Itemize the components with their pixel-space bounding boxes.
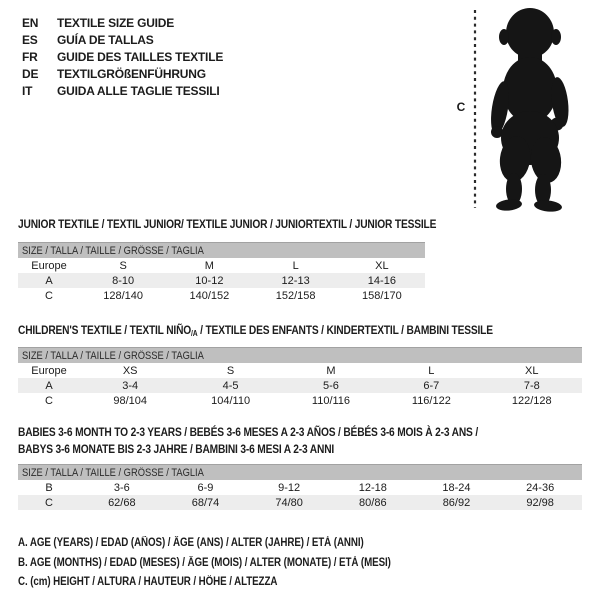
size-header-cell xyxy=(18,243,425,259)
language-row-it xyxy=(22,83,223,100)
language-code: ES xyxy=(22,33,38,47)
cell: 24-36 xyxy=(526,481,555,494)
table-header-bar xyxy=(18,465,582,481)
cell: 116/122 xyxy=(411,394,451,407)
cell: 14-16 xyxy=(339,273,425,288)
cell: 9-12 xyxy=(278,481,301,494)
row-label: A xyxy=(18,273,80,288)
footnote-b-text: B. AGE (MONTHS) / EDAD (MESES) / ÂGE (MOIS) / ALTER (MONATE) / ETÀ (MESI) xyxy=(18,556,391,569)
cell: M xyxy=(204,259,214,272)
cell: 6-9 xyxy=(197,481,214,494)
cell: 12-13 xyxy=(253,273,339,288)
table-row-europe xyxy=(18,363,582,378)
cell: 110/116 xyxy=(311,394,351,407)
cell: 152/158 xyxy=(275,289,316,302)
cell: 128/140 xyxy=(103,289,143,302)
row-label: Europe xyxy=(31,364,67,377)
cell: 8-10 xyxy=(80,273,166,288)
size-header-text: SIZE / TALLA / TAILLE / GRÖSSE / TAGLIA xyxy=(22,244,204,257)
language-title: GUIDA ALLE TAGLIE TESSILI xyxy=(57,84,220,98)
table-row-age-months xyxy=(18,480,582,495)
babies-table-title-line2 xyxy=(18,441,582,458)
babies-title-text-line2: BABYS 3-6 MONATE BIS 2-3 JAHRE / BAMBINI 3-6 MESI A 2-3 ANNI xyxy=(18,442,335,456)
row-label: Europe xyxy=(31,259,67,272)
title-suffix: / TEXTILE DES ENFANTS / KINDERTEXTIL / BAMBINI TESSILE xyxy=(197,323,493,337)
size-header-text: SIZE / TALLA / TAILLE / GRÖSSE / TAGLIA xyxy=(22,466,204,479)
cell: 7-8 xyxy=(482,378,582,393)
cell: 122/128 xyxy=(511,394,552,407)
language-title: GUÍA DE TALLAS xyxy=(57,33,154,47)
table-row-height xyxy=(18,393,582,408)
cell: 3-4 xyxy=(80,378,180,393)
junior-table-title-text: JUNIOR TEXTILE / TEXTIL JUNIOR/ TEXTILE JUNIOR / JUNIORTEXTIL / JUNIOR TESSILE xyxy=(18,217,437,231)
language-row-fr xyxy=(22,49,223,66)
cell: 68/74 xyxy=(164,495,248,510)
cell: XL xyxy=(375,259,389,272)
cell: M xyxy=(326,364,336,377)
language-code: DE xyxy=(22,67,39,81)
title-prefix: CHILDREN'S TEXTILE / TEXTIL NIÑO xyxy=(18,323,192,337)
cell: 158/170 xyxy=(361,289,402,302)
language-title-list xyxy=(22,15,223,100)
size-header-cell xyxy=(18,348,582,364)
cell: 4-5 xyxy=(180,378,280,393)
cell: 6-7 xyxy=(381,378,481,393)
cell: XS xyxy=(122,364,138,377)
language-title: TEXTILGRÖßENFÜHRUNG xyxy=(57,67,206,81)
cell: 104/110 xyxy=(211,394,251,407)
childrens-textile-section xyxy=(18,322,582,408)
cell: 98/104 xyxy=(113,394,148,407)
row-label: C xyxy=(45,289,53,302)
footnote-c-text: C. (cm) HEIGHT / ALTURA / HAUTEUR / HÖHE / ALTEZZA xyxy=(18,576,278,588)
language-row-es xyxy=(22,32,223,49)
table-row-europe xyxy=(18,258,425,273)
table-header-bar xyxy=(18,348,582,364)
language-code: FR xyxy=(22,50,38,64)
cell: 5-6 xyxy=(281,378,381,393)
cell: 18-24 xyxy=(442,481,471,494)
footnote-c xyxy=(18,573,457,593)
language-code: IT xyxy=(22,84,33,98)
cell: 140/152 xyxy=(189,289,230,302)
cell: L xyxy=(292,259,299,272)
row-label: C xyxy=(45,394,53,407)
row-label: B xyxy=(45,481,53,494)
cell: 92/98 xyxy=(498,495,582,510)
babies-size-table xyxy=(18,464,582,510)
row-label: C xyxy=(18,495,80,510)
footnote-b xyxy=(18,554,457,574)
language-code: EN xyxy=(22,16,39,30)
title-subscript: /A xyxy=(191,329,198,338)
legend-footnotes xyxy=(18,534,457,593)
table-row-age xyxy=(18,273,425,288)
babies-title-text-line1: BABIES 3-6 MONTH TO 2-3 YEARS / BEBÉS 3-6 MESES A 2-3 AÑOS / BÉBÉS 3-6 MOIS À 2-3 ANS / xyxy=(18,425,479,439)
junior-size-table xyxy=(18,242,425,303)
size-header-text: SIZE / TALLA / TAILLE / GRÖSSE / TAGLIA xyxy=(22,349,204,362)
babies-table-title-line1 xyxy=(18,424,582,441)
junior-table-title xyxy=(18,216,510,233)
childrens-table-title-text xyxy=(18,322,493,342)
cell: S xyxy=(226,364,235,377)
row-label: A xyxy=(18,378,80,393)
table-row-height xyxy=(18,288,425,303)
table-header-bar xyxy=(18,243,425,259)
cell: 74/80 xyxy=(247,495,331,510)
cell: 86/92 xyxy=(415,495,499,510)
cell: L xyxy=(428,364,435,377)
size-header-cell xyxy=(18,465,582,481)
language-row-en xyxy=(22,15,223,32)
cell: S xyxy=(119,259,127,272)
cell: XL xyxy=(525,364,539,377)
footnote-a-text: A. AGE (YEARS) / EDAD (AÑOS) / ÂGE (ANS) / ALTER (JAHRE) / ETÀ (ANNI) xyxy=(18,537,364,549)
cell: 12-18 xyxy=(358,481,387,494)
cell: 3-6 xyxy=(113,481,130,494)
cell: 80/86 xyxy=(331,495,415,510)
language-title: TEXTILE SIZE GUIDE xyxy=(57,16,175,30)
footnote-a xyxy=(18,534,457,554)
height-measure-label: C xyxy=(456,100,466,114)
junior-textile-section xyxy=(18,216,510,303)
babies-textile-section xyxy=(18,424,582,510)
cell: 62/68 xyxy=(80,495,164,510)
language-row-de xyxy=(22,66,223,83)
baby-silhouette xyxy=(488,8,571,212)
language-title: GUIDE DES TAILLES TEXTILE xyxy=(57,50,224,64)
cell: 10-12 xyxy=(166,273,252,288)
childrens-size-table xyxy=(18,347,582,408)
childrens-table-title xyxy=(18,322,582,342)
table-row-age xyxy=(18,378,582,393)
table-row-height xyxy=(18,495,582,510)
